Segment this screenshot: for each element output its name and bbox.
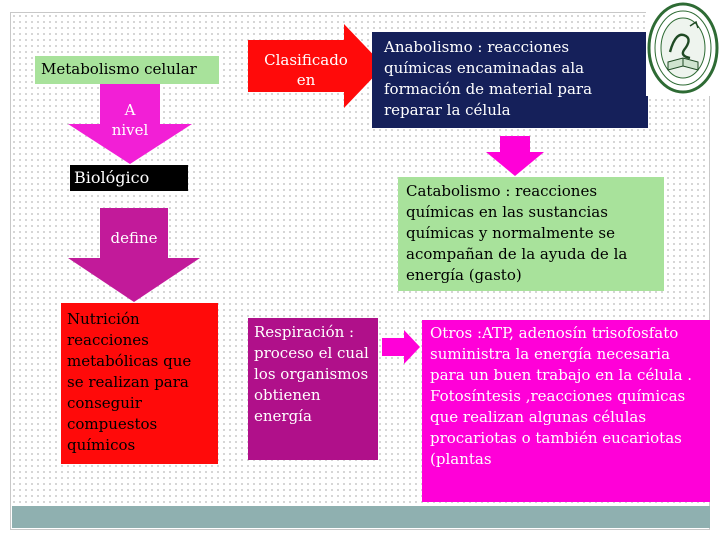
metabolismo-celular-text: Metabolismo celular [41, 60, 197, 78]
nutricion-box: Nutrición reacciones metabólicas que se realizan para conseguir compuestos químicos [61, 303, 218, 464]
catabolismo-arrow [486, 136, 544, 176]
biologico-text: Biológico [74, 168, 150, 187]
otros-arrow [382, 330, 420, 364]
define-label: define [110, 229, 158, 247]
otros-box: Otros :ATP, adenosín trisofosfato suministra la energía necesaria para un buen trabajo en la célula . Fotosíntesis ,reacciones químicas que realizan algunas células procariotas o también eucariotas (plantas [422, 320, 710, 502]
metabolismo-celular-box [35, 56, 219, 84]
catabolismo-box: Catabolismo : reacciones químicas en las sustancias químicas y normalmente se acompañan de la ayuda de la energía (gasto) [398, 177, 664, 291]
school-seal-logo [646, 0, 720, 96]
anabolismo-box: Anabolismo : reacciones químicas encaminadas ala formación de material para reparar la célula [372, 32, 648, 128]
biologico-box [70, 165, 188, 191]
a-nivel-label: A nivel [111, 101, 149, 139]
define-arrow [68, 208, 200, 302]
footer-bar [12, 506, 710, 528]
clasificado-label: Clasificado en [264, 51, 348, 89]
respiracion-box: Respiración : proceso el cual los organismos obtienen energía [248, 318, 378, 460]
